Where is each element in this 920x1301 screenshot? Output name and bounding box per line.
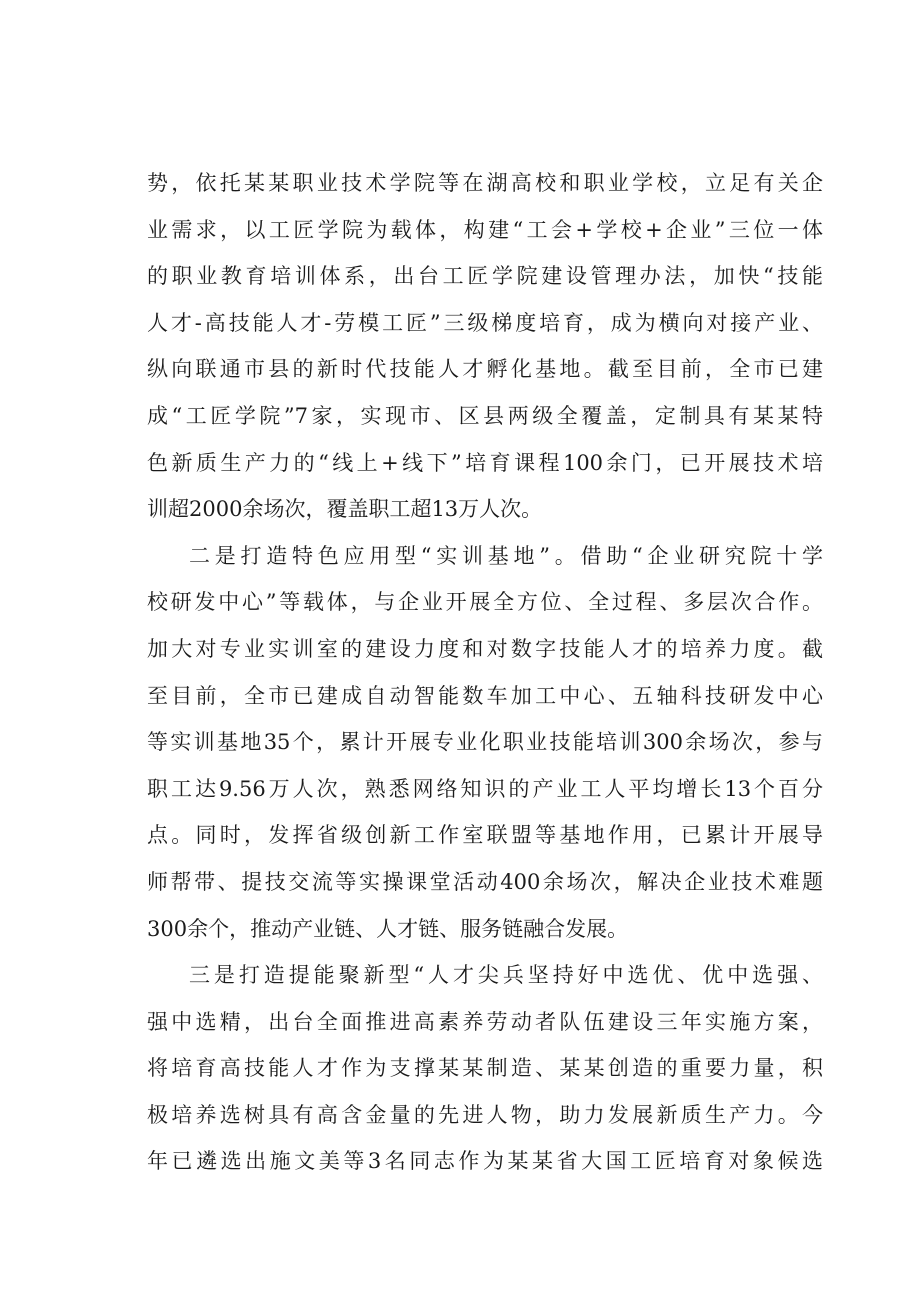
text-line: 二是打造特色应用型“实训基地”。借助“企业研究院十学 bbox=[189, 543, 823, 568]
text-line: 成“工匠学院”7家，实现市、区县两级全覆盖，定制具有某某特 bbox=[147, 403, 823, 428]
text-line: 强中选精，出台全面推进高素养劳动者队伍建设三年实施方案， bbox=[147, 1009, 823, 1034]
text-line: 校研发中心”等载体，与企业开展全方位、全过程、多层次合作。 bbox=[147, 590, 823, 615]
paragraph-2 bbox=[147, 533, 823, 952]
text-line: 师帮带、提技交流等实操课堂活动400余场次，解决企业技术难题 bbox=[147, 869, 823, 894]
text-line: 业需求，以工匠学院为载体，构建“工会+学校+企业”三位一体 bbox=[147, 217, 823, 242]
text-line: 将培育高技能人才作为支撑某某制造、某某创造的重要力量，积 bbox=[147, 1056, 823, 1081]
body-text bbox=[147, 160, 823, 1185]
text-line: 等实训基地35个，累计开展专业化职业技能培训300余场次，参与 bbox=[147, 730, 823, 755]
text-line: 势，依托某某职业技术学院等在湖高校和职业学校，立足有关企 bbox=[147, 171, 823, 195]
text-line: 加大对专业实训室的建设力度和对数字技能人才的培养力度。截 bbox=[147, 636, 823, 661]
paragraph-1 bbox=[147, 160, 823, 533]
text-line: 300余个，推动产业链、人才链、服务链融合发展。 bbox=[147, 916, 629, 941]
text-line: 年已遴选出施文美等3名同志作为某某省大国工匠培育对象候选 bbox=[147, 1149, 823, 1174]
text-line: 的职业教育培训体系，出台工匠学院建设管理办法，加快“技能 bbox=[147, 264, 823, 289]
paragraph-3 bbox=[147, 952, 823, 1185]
text-line: 极培养选树具有高含金量的先进人物，助力发展新质生产力。今 bbox=[147, 1102, 823, 1127]
text-line: 点。同时，发挥省级创新工作室联盟等基地作用，已累计开展导 bbox=[147, 823, 823, 848]
text-line: 职工达9.56万人次，熟悉网络知识的产业工人平均增长13个百分 bbox=[147, 776, 823, 801]
text-line: 至目前，全市已建成自动智能数车加工中心、五轴科技研发中心 bbox=[147, 683, 823, 708]
text-line: 训超2000余场次，覆盖职工超13万人次。 bbox=[147, 497, 543, 522]
text-line: 纵向联通市县的新时代技能人才孵化基地。截至目前，全市已建 bbox=[147, 357, 823, 382]
text-line: 三是打造提能聚新型“人才尖兵坚持好中选优、优中选强、 bbox=[189, 963, 823, 988]
text-line: 人才-高技能人才-劳模工匠”三级梯度培育，成为横向对接产业、 bbox=[147, 310, 823, 335]
text-line: 色新质生产力的“线上+线下”培育课程100余门，已开展技术培 bbox=[147, 450, 823, 475]
